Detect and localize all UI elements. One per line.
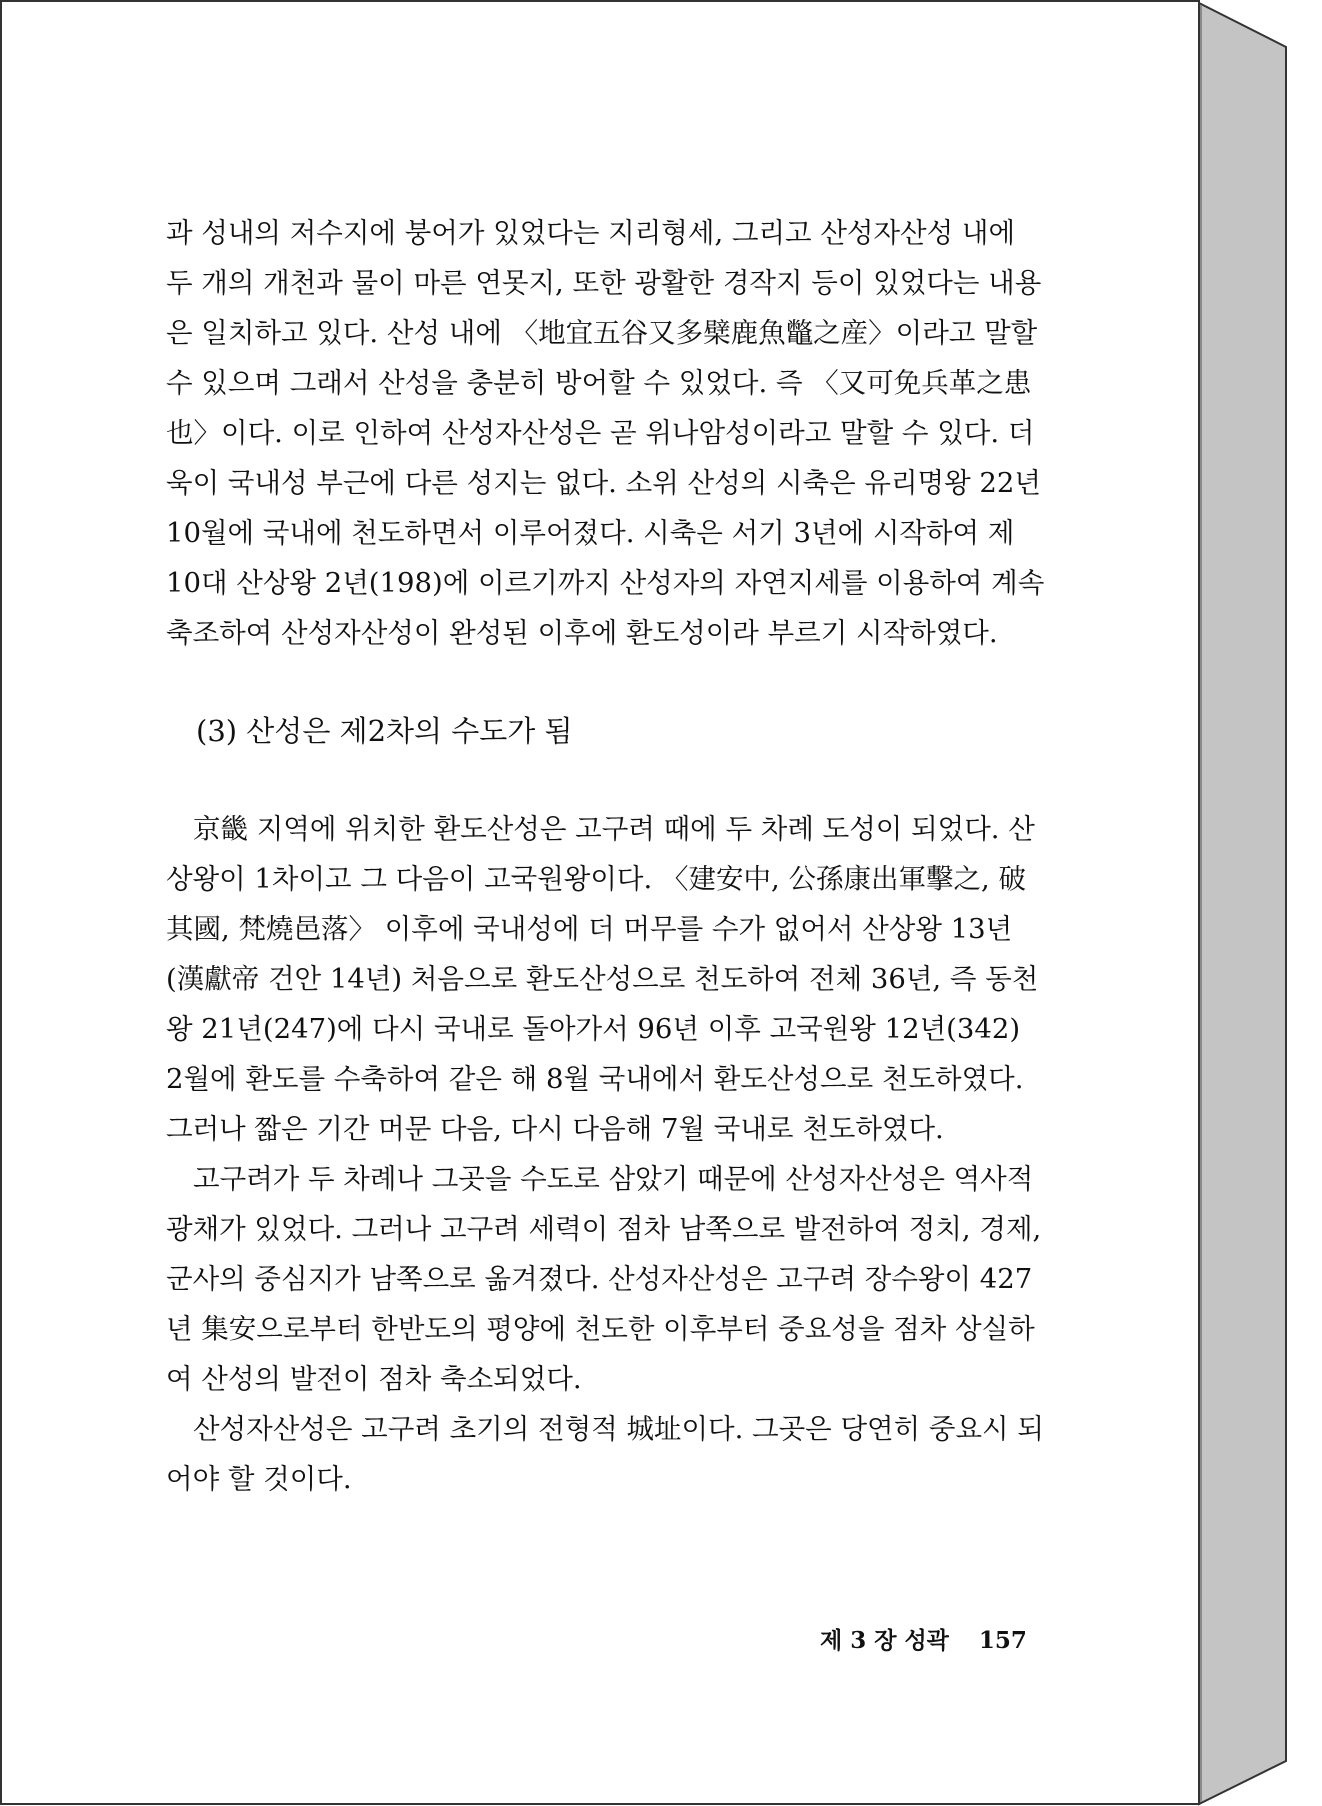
paragraph: 고구려가 두 차례나 그곳을 수도로 삼았기 때문에 산성자산성은 역사적 광채가 있었다. 그러나 고구려 세력이 점차 남쪽으로 발전하여 정치, 경제, 군사의 중심지가 남쪽으로 옮겨졌다. 산성자산성은 고구려 장수왕이 427년 集安으로부터 한반도의 평양에 천도한 이후부터 중요성을 점차 상실하여 산성의 발전이 점차 축소되었다. <box>166 1163 1042 1395</box>
paragraphs-bottom <box>166 804 1046 1504</box>
section-heading: (3) 산성은 제2차의 수도가 됨 <box>196 714 573 748</box>
book-side-edge <box>1199 3 1286 1804</box>
page-footer <box>820 1622 1035 1655</box>
paragraph: 京畿 지역에 위치한 환도산성은 고구려 때에 두 차례 도성이 되었다. 산상왕이 1차이고 그 다음이 고국원왕이다. 〈建安中, 公孫康出軍擊之, 破其國, 梵燒邑落〉 이후에 국내성에 더 머무를 수가 없어서 산상왕 13년 (漢獻帝 건안 14년) 처음으로 환도산성으로 천도하여 전체 36년, 즉 동천왕 21년(247)에 다시 국내로 돌아가서 96년 이후 고국원왕 12년(342) 2월에 환도를 수축하여 같은 해 8월 국내에서 환도산성으로 천도하였다. 그러나 짧은 기간 머문 다음, 다시 다음해 7월 국내로 천도하였다. <box>166 813 1039 1145</box>
paragraphs-top <box>166 208 1046 658</box>
page-number: 157 <box>978 1627 1027 1654</box>
paragraph: 과 성내의 저수지에 붕어가 있었다는 지리형세, 그리고 산성자산성 내에 두 개의 개천과 물이 마른 연못지, 또한 광활한 경작지 등이 있었다는 내용은 일치하고 있다. 산성 내에 〈地宜五谷又多檗鹿魚鼈之産〉이라고 말할 수 있으며 그래서 산성을 충분히 방어할 수 있었다. 즉 〈又可免兵革之患也〉이다. 이로 인하여 산성자산성은 곧 위나암성이라고 말할 수 있다. 더욱이 국내성 부근에 다른 성지는 없다. 소위 산성의 시축은 유리명왕 22년 10월에 국내에 천도하면서 이루어졌다. 시축은 서기 3년에 시작하여 제10대 산상왕 2년(198)에 이르기까지 산성자의 자연지세를 이용하여 계속 축조하여 산성자산성이 완성된 이후에 환도성이라 부르기 시작하였다. <box>166 217 1045 649</box>
chapter-title: 제 3 장 성곽 <box>820 1627 949 1654</box>
page-body <box>166 208 1046 1504</box>
paragraph: 산성자산성은 고구려 초기의 전형적 城址이다. 그곳은 당연히 중요시 되어야 할 것이다. <box>166 1413 1044 1495</box>
